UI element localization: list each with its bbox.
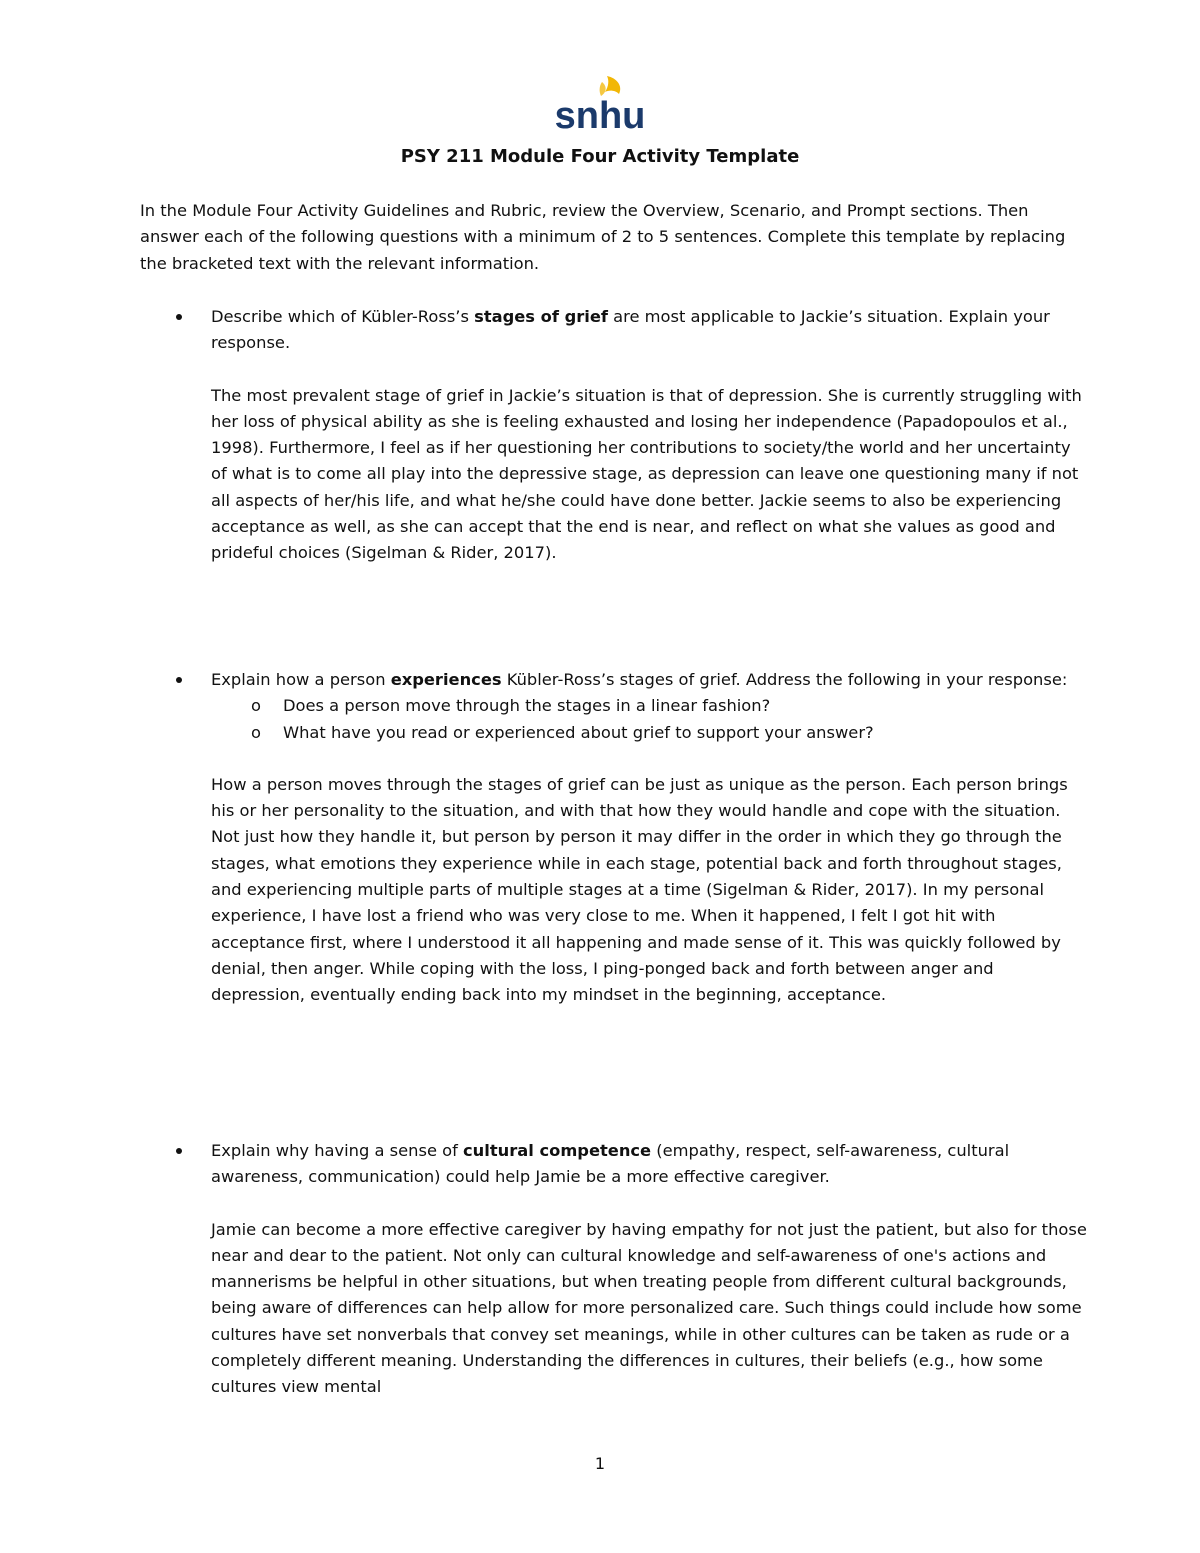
bullet-marker bbox=[172, 673, 186, 687]
bullet-marker bbox=[172, 1144, 186, 1158]
flame-icon bbox=[555, 72, 645, 134]
logo-text: snhu bbox=[555, 95, 645, 134]
question-1-prompt: Describe which of Kübler-Ross’s stages of grief are most applicable to Jackie’s situation. Explain your response. bbox=[211, 307, 1050, 353]
bullet-marker bbox=[172, 310, 186, 324]
answer-2: How a person moves through the stages of grief can be just as unique as the person. Each person brings his or her personality to the situation, and with that how they would handle and cope with the situation. Not just how they handle it, but person by person it may differ in the order in which they go through the stages, what emotions they experience while in each stage, potential back and forth throughout stages, and experiencing multiple parts of multiple stages at a time (Sigelman & Rider, 2017). In my personal experience, I have lost a friend who was very close to me. When it happened, I felt I got hit with acceptance first, where I understood it all happening and made sense of it. This was quickly followed by denial, then anger. While coping with the loss, I ping-ponged back and forth between anger and depression, eventually ending back into my mindset in the beginning, acceptance. bbox=[211, 774, 1068, 1005]
question-1 bbox=[211, 304, 1091, 567]
intro-paragraph: In the Module Four Activity Guidelines and Rubric, review the Overview, Scenario, and Prompt sections. Then answer each of the following questions with a minimum of 2 to 5 sentences. Complete this template by replacing the bracketed text with the relevant information. bbox=[140, 201, 1066, 273]
answer-1: The most prevalent stage of grief in Jackie’s situation is that of depression. She is currently struggling with her loss of physical ability as she is feeling exhausted and losing her independence (Papadopoulos et al., 1998). Furthermore, I feel as if her questioning her contributions to society/the world and her uncertainty of what is to come all play into the depressive stage, as depression can leave one questioning many if not all aspects of her/his life, and what he/she could have done better. Jackie seems to also be experiencing acceptance as well, as she can accept that the end is near, and reflect on what she values as good and prideful choices (Sigelman & Rider, 2017). bbox=[211, 385, 1082, 563]
question-3-prompt: Explain why having a sense of cultural competence (empathy, respect, self-awareness, cultural awareness, communication) could help Jamie be a more effective caregiver. bbox=[211, 1141, 1010, 1187]
question-3 bbox=[211, 1138, 1091, 1401]
page-number: 1 bbox=[594, 1454, 606, 1473]
document-title: PSY 211 Module Four Activity Template bbox=[400, 146, 800, 167]
answer-3: Jamie can become a more effective caregiver by having empathy for not just the patient, but also for those near and dear to the patient. Not only can cultural knowledge and self-awareness of one's actions and mannerisms be helpful in other situations, but when treating people from different cultural backgrounds, being aware of differences can help allow for more personalized care. Such things could include how some cultures have set nonverbals that convey set meanings, while in other cultures can be taken as rude or a completely different meaning. Understanding the differences in cultures, their beliefs (e.g., how some cultures view mental bbox=[211, 1219, 1087, 1397]
question-2-prompt: Explain how a person experiences Kübler-Ross’s stages of grief. Address the following in your response: bbox=[211, 670, 1068, 689]
question-2 bbox=[211, 667, 1091, 1009]
sub-question-2: o What have you read or experienced about grief to support your answer? bbox=[251, 722, 874, 742]
sub-question-1: o Does a person move through the stages in a linear fashion? bbox=[251, 696, 771, 716]
snhu-logo bbox=[555, 72, 645, 134]
